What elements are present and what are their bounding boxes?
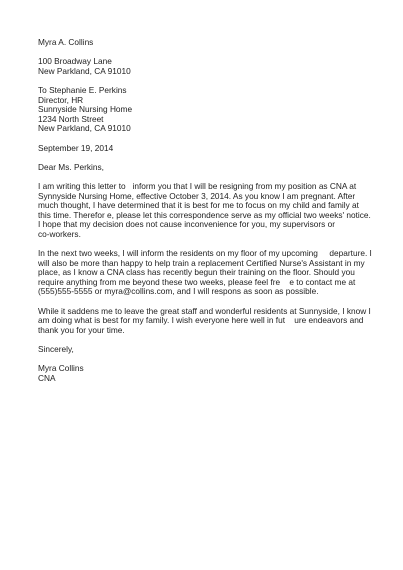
body-line: place, as I know a CNA class has recently begun their training on the floor. Should you <box>38 267 355 278</box>
recipient-to: To Stephanie E. Perkins <box>38 84 127 95</box>
sender-street: 100 Broadway Lane <box>38 56 112 67</box>
body-line: will also be more than happy to help train a replacement Certified Nurse's Assistant in my <box>38 257 365 268</box>
body-line: While it saddens me to leave the great staff and wonderful residents at Sunnyside, I know I <box>38 305 371 316</box>
body-line: thank you for your time. <box>38 324 125 335</box>
body-line: this time. Therefor e, please let this correspondence serve as my official two weeks' notice. <box>38 209 371 220</box>
body-line: I hope that my decision does not cause inconvenience for you, my supervisors or <box>38 219 336 230</box>
signature-name: Myra Collins <box>38 363 84 374</box>
signature-block <box>38 364 373 383</box>
body-line: require anything from me beyond these two weeks, please feel fre e to contact me at <box>38 276 356 287</box>
body-line: (555)555-5555 or myra@collins.com, and I will respons as soon as possible. <box>38 286 319 297</box>
recipient-city: New Parkland, CA 91010 <box>38 123 131 134</box>
salutation: Dear Ms. Perkins, <box>38 161 104 172</box>
body-line: much thought, I have determined that it is best for me to focus on my child and family at <box>38 200 359 211</box>
body-line: Synnyside Nursing Home, effective October 3, 2014. As you know I am pregnant. After <box>38 190 356 201</box>
recipient-street: 1234 North Street <box>38 113 104 124</box>
spacer <box>38 335 373 345</box>
sender-block <box>38 38 373 48</box>
signature-title: CNA <box>38 372 56 383</box>
spacer <box>38 355 373 365</box>
sender-city: New Parkland, CA 91010 <box>38 65 131 76</box>
recipient-org: Sunnyside Nursing Home <box>38 104 133 115</box>
letter-date: September 19, 2014 <box>38 142 114 153</box>
sender-name: Myra A. Collins <box>38 37 94 47</box>
body-line: co-workers. <box>38 228 81 239</box>
body-paragraph-2 <box>38 249 373 297</box>
sender-address <box>38 57 373 76</box>
body-paragraph-3 <box>38 307 373 336</box>
body-line: am doing what is best for my family. I wish everyone here well in fut ure endeavors and <box>38 315 364 326</box>
body-line: In the next two weeks, I will inform the residents on my floor of my upcoming departure. I <box>38 248 372 259</box>
body-paragraph-1 <box>38 182 373 240</box>
resignation-letter <box>38 38 373 383</box>
recipient-block <box>38 86 373 134</box>
recipient-title: Director, HR <box>38 94 84 105</box>
closing: Sincerely, <box>38 344 74 354</box>
body-line: I am writing this letter to inform you that I will be resigning from my position as CNA at <box>38 180 357 191</box>
